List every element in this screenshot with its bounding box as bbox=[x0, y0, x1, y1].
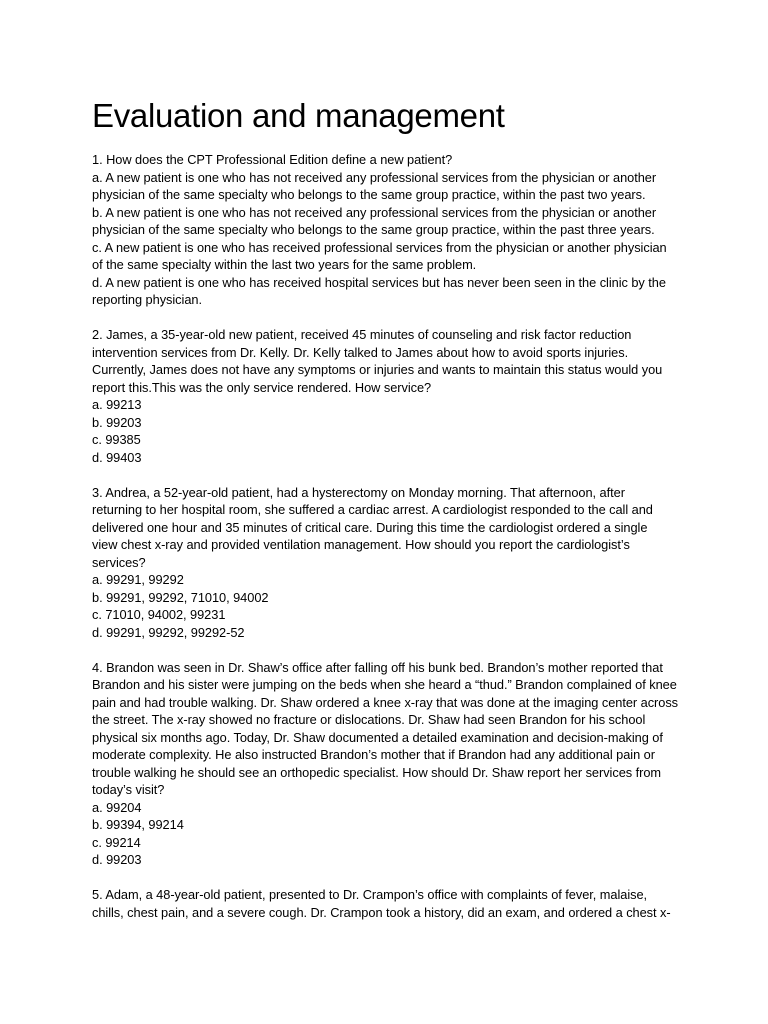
text-line: b. 99394, 99214 bbox=[92, 817, 184, 832]
text-line: chills, chest pain, and a severe cough. Dr. Crampon took a history, did an exam, and ordered a chest x- bbox=[92, 904, 671, 920]
text-line: physician of the same specialty who belongs to the same group practice, within the past three years. bbox=[92, 222, 655, 237]
text-line: reporting physician. bbox=[92, 292, 202, 307]
text-line: c. A new patient is one who has received professional services from the physician or another physician bbox=[92, 239, 667, 255]
text-line: b. 99291, 99292, 71010, 94002 bbox=[92, 589, 269, 605]
text-line: trouble walking he should see an orthopedic specialist. How should Dr. Shaw report her services from bbox=[92, 764, 662, 780]
text-line: Brandon and his sister were jumping on the beds when she heard a “thud.” Brandon complained of knee bbox=[92, 677, 677, 692]
text-line: moderate complexity. He also instructed Brandon’s mother that if Brandon had any additional pain or bbox=[92, 747, 655, 762]
text-line: 2. James, a 35-year-old new patient, received 45 minutes of counseling and risk factor reduction bbox=[92, 327, 632, 342]
text-line: d. 99203 bbox=[92, 852, 142, 867]
text-line: view chest x-ray and provided ventilation management. How should you report the cardiologist’s bbox=[92, 537, 630, 552]
text-line: d. 99291, 99292, 99292-52 bbox=[92, 624, 245, 640]
text-line: c. 99214 bbox=[92, 834, 141, 850]
text-line: services? bbox=[92, 554, 146, 570]
question-2 bbox=[92, 326, 682, 466]
text-line: d. A new patient is one who has received hospital services but has never been seen in the clinic by the bbox=[92, 274, 666, 290]
text-line: delivered one hour and 35 minutes of critical care. During this time the cardiologist ordered a single bbox=[92, 519, 648, 535]
text-line: returning to her hospital room, she suffered a cardiac arrest. A cardiologist responded to the call and bbox=[92, 502, 653, 517]
text-line: a. A new patient is one who has not received any professional services from the physician or another bbox=[92, 169, 657, 185]
text-line: c. 71010, 94002, 99231 bbox=[92, 607, 226, 622]
text-line: a. 99204 bbox=[92, 799, 142, 815]
text-line: a. 99213 bbox=[92, 397, 142, 412]
text-line: 5. Adam, a 48-year-old patient, presented to Dr. Crampon’s office with complaints of fever, malaise, bbox=[92, 887, 648, 902]
text-line: d. 99403 bbox=[92, 449, 142, 465]
text-line: b. A new patient is one who has not received any professional services from the physician or another bbox=[92, 204, 657, 220]
text-line: b. 99203 bbox=[92, 414, 142, 430]
document-body bbox=[92, 151, 682, 939]
text-line: intervention services from Dr. Kelly. Dr. Kelly talked to James about how to avoid sports injuries. bbox=[92, 344, 629, 360]
text-line: of the same specialty within the last two years for the same problem. bbox=[92, 257, 477, 272]
text-line: pain and had trouble walking. Dr. Shaw ordered a knee x-ray that was done at the imaging center across bbox=[92, 694, 679, 710]
text-line: 1. How does the CPT Professional Edition define a new patient? bbox=[92, 152, 453, 167]
text-line: report this.This was the only service rendered. How service? bbox=[92, 379, 432, 395]
question-3 bbox=[92, 484, 682, 642]
question-1 bbox=[92, 151, 682, 309]
text-line: a. 99291, 99292 bbox=[92, 572, 184, 587]
text-line: Currently, James does not have any symptoms or injuries and wants to maintain this status would you bbox=[92, 362, 663, 377]
text-line: the street. The x-ray showed no fracture or dislocations. Dr. Shaw had seen Brandon for his school bbox=[92, 712, 646, 727]
text-line: c. 99385 bbox=[92, 432, 141, 447]
text-line: 4. Brandon was seen in Dr. Shaw’s office after falling off his bunk bed. Brandon’s mother reported that bbox=[92, 659, 663, 675]
text-line: 3. Andrea, a 52-year-old patient, had a hysterectomy on Monday morning. That afternoon, after bbox=[92, 484, 625, 500]
document-title: Evaluation and management bbox=[92, 97, 505, 134]
question-5 bbox=[92, 886, 682, 921]
text-line: physician of the same specialty who belongs to the same group practice, within the past two years. bbox=[92, 187, 646, 202]
text-line: physical six months ago. Today, Dr. Shaw documented a detailed examination and decision-making of bbox=[92, 729, 663, 745]
text-line: today’s visit? bbox=[92, 782, 165, 797]
question-4 bbox=[92, 659, 682, 869]
